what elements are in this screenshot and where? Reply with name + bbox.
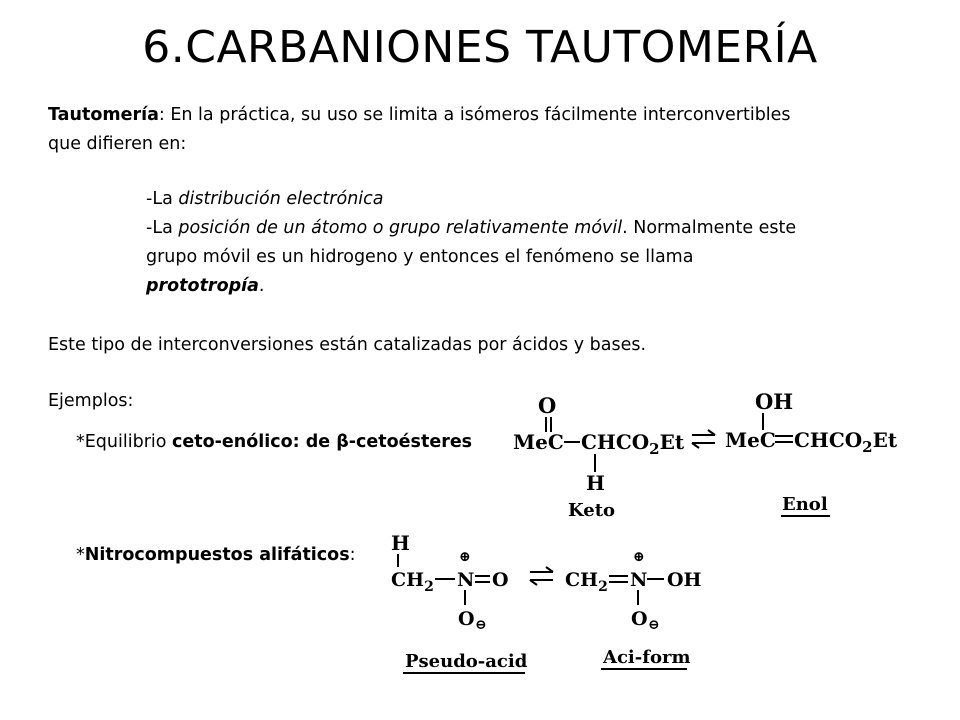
prototropia-term: prototropía	[146, 276, 259, 296]
aci-ch2	[565, 569, 608, 595]
bullet-1-italic: distribución electrónica	[178, 189, 384, 209]
intro-line-2: que difieren en:	[48, 134, 187, 154]
pseudo-oxygen-1: O	[492, 569, 509, 591]
pseudo-ch-label: CH	[391, 569, 425, 591]
bullet-2-italic: posición de un átomo o grupo relativamente móvil	[178, 218, 623, 238]
pseudo-nitrogen: N	[457, 569, 475, 591]
keto-label: Keto	[568, 500, 616, 521]
pseudo-hydrogen: H	[391, 531, 410, 555]
keto-mec: MeC	[513, 430, 564, 454]
example-1-prefix: *Equilibrio	[76, 432, 173, 452]
keto-et-label: Et	[659, 430, 685, 454]
enol-label: Enol	[782, 494, 828, 515]
enol-chain-text	[794, 428, 898, 456]
equilibrium-arrows-icon	[692, 430, 715, 448]
bullet-2-line-2: grupo móvil es un hidrogeno y entonces el fenómeno se llama	[146, 247, 694, 267]
catalysis-sentence: Este tipo de interconversiones están catalizadas por ácidos y bases.	[48, 335, 647, 355]
bullet-list	[146, 185, 886, 301]
pseudo-acid-label: Pseudo-acid	[405, 651, 528, 672]
keto-enol-scheme	[500, 380, 920, 530]
tautomeria-term: Tautomería	[48, 105, 159, 125]
example-nitro-label	[76, 541, 356, 570]
aci-oxygen: O	[631, 608, 648, 630]
pseudo-n-plus-icon: ⊕	[459, 549, 471, 565]
bullet-mobile-group	[146, 214, 886, 301]
enol-chco-label: CHCO	[794, 428, 863, 452]
intro-line-1: : En la práctica, su uso se limita a isómeros fácilmente interconvertibles	[158, 105, 791, 125]
pseudo-subscript-2: 2	[424, 579, 434, 595]
keto-subscript-2: 2	[649, 440, 660, 458]
aci-form-label: Aci-form	[603, 647, 691, 668]
bullet-2-rest: . Normalmente este	[622, 218, 797, 238]
enol-oh: OH	[755, 389, 794, 414]
bullet-1-prefix: -La	[146, 189, 179, 209]
example-keto-enol-label	[76, 428, 472, 457]
enol-subscript-2: 2	[862, 438, 873, 456]
equilibrium-arrows-icon	[530, 567, 553, 585]
pseudo-ch2	[391, 569, 434, 595]
example-2-prefix: *	[76, 545, 85, 565]
keto-chco2-text	[581, 430, 685, 458]
slide-title: 6.CARBANIONES TAUTOMERÍA	[142, 22, 818, 73]
example-2-bold: Nitrocompuestos alifáticos	[84, 545, 350, 565]
keto-oxygen: O	[538, 393, 557, 418]
aci-subscript-2: 2	[598, 579, 608, 595]
nitro-scheme	[385, 525, 725, 685]
keto-hydrogen: H	[586, 471, 605, 495]
bullet-2-end: .	[258, 276, 265, 296]
intro-paragraph	[48, 101, 888, 159]
aci-ch-label: CH	[565, 569, 599, 591]
bullet-2-prefix: -La	[146, 218, 179, 238]
aci-n-plus-icon: ⊕	[633, 549, 645, 565]
pseudo-o-minus-icon: ⊖	[475, 617, 487, 633]
example-2-suffix: :	[349, 545, 356, 565]
aci-nitrogen: N	[630, 569, 648, 591]
bullet-electronic-distribution	[146, 185, 886, 214]
pseudo-oxygen-2: O	[458, 608, 475, 630]
keto-chco-label: CHCO	[581, 430, 650, 454]
enol-mec: MeC	[725, 428, 776, 452]
enol-et-label: Et	[872, 428, 898, 452]
example-1-bold: ceto-enólico: de β-cetoésteres	[172, 432, 473, 452]
examples-label: Ejemplos:	[48, 391, 134, 411]
aci-oh: OH	[667, 569, 702, 591]
aci-o-minus-icon: ⊖	[648, 617, 660, 633]
